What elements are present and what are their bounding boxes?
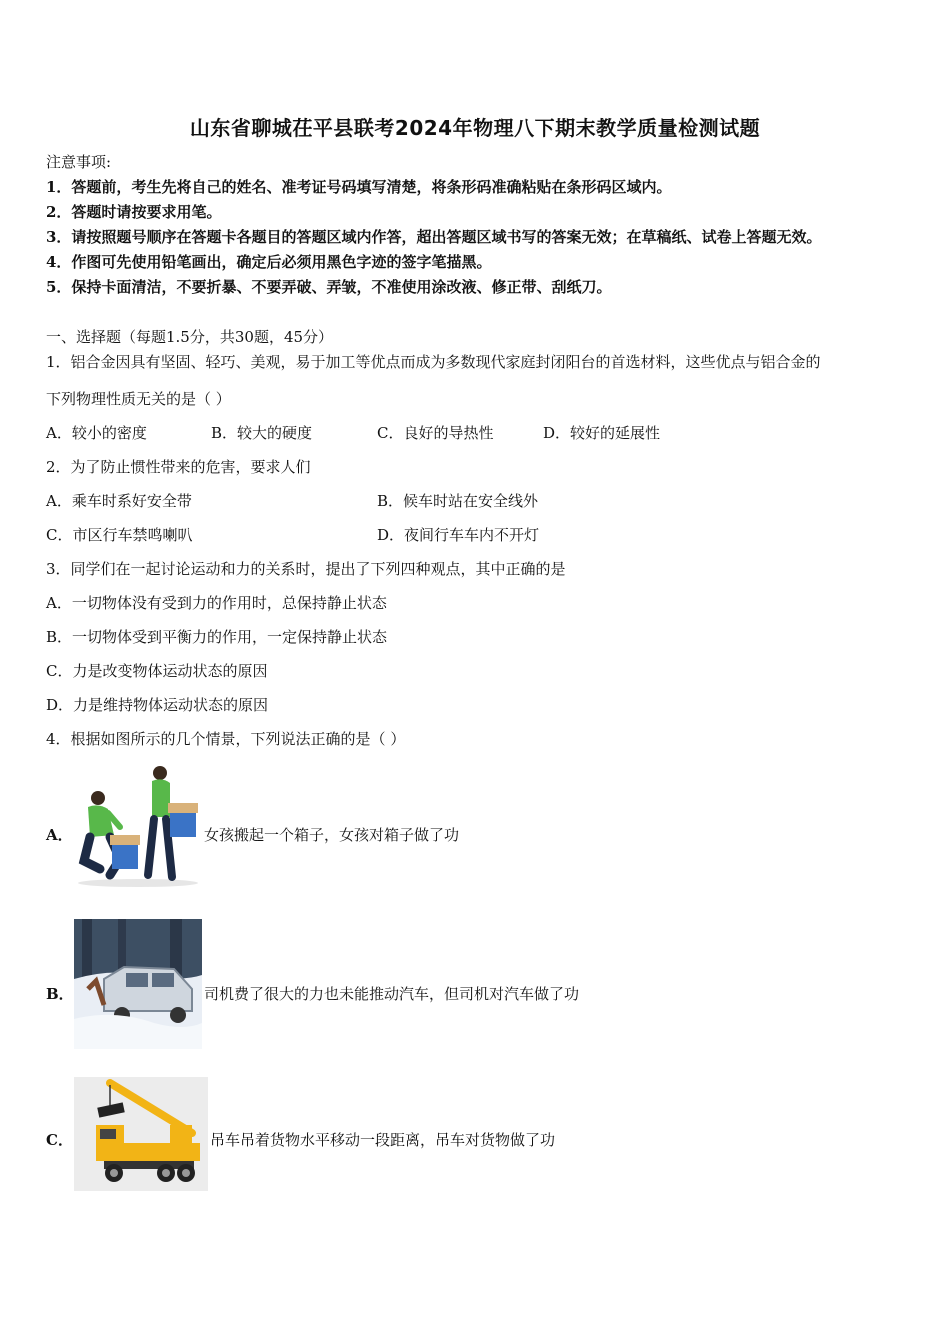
page-title: 山东省聊城茌平县联考2024年物理八下期末教学质量检测试题	[189, 116, 761, 140]
q4-option-c-text: 吊车吊着货物水平移动一段距离，吊车对货物做了功	[210, 1131, 556, 1149]
q2-stem: 2．为了防止惯性带来的危害，要求人们	[46, 458, 311, 476]
q1-option-b: B．较大的硬度	[211, 424, 313, 442]
crane-truck-image	[74, 1077, 208, 1191]
car-in-snow-image	[74, 919, 202, 1049]
q1-stem-line1: 1．铝合金因具有坚固、轻巧、美观，易于加工等优点而成为多数现代家庭封闭阳台的首选材料，这些优点与铝合金的	[46, 353, 821, 371]
notice-item-4: 4．作图可先使用铅笔画出，确定后必须用黑色字迹的签字笔描黑。	[46, 253, 492, 271]
q2-option-d: D．夜间行车车内不开灯	[377, 526, 540, 544]
q3-option-d: D．力是维持物体运动状态的原因	[46, 696, 269, 714]
q4-option-b-text: 司机费了很大的力也未能推动汽车，但司机对汽车做了功	[204, 985, 580, 1003]
notice-item-3: 3．请按照题号顺序在答题卡各题目的答题区域内作答，超出答题区域书写的答案无效；在草稿纸、试卷上答题无效。	[46, 228, 822, 246]
girl-lifting-box-image	[74, 765, 202, 887]
notice-heading: 注意事项:	[46, 153, 112, 171]
q3-option-b: B．一切物体受到平衡力的作用，一定保持静止状态	[46, 628, 388, 646]
q1-stem-line2: 下列物理性质无关的是（ ）	[46, 390, 231, 408]
q1-option-c: C．良好的导热性	[377, 424, 494, 442]
q4-option-a-text: 女孩搬起一个箱子，女孩对箱子做了功	[204, 826, 460, 844]
q2-option-c: C．市区行车禁鸣喇叭	[46, 526, 193, 544]
q2-option-b: B．候车时站在安全线外	[377, 492, 539, 510]
notice-item-1: 1．答题前，考生先将自己的姓名、准考证号码填写清楚，将条形码准确粘贴在条形码区域内。	[46, 178, 672, 196]
q3-option-c: C．力是改变物体运动状态的原因	[46, 662, 268, 680]
notice-item-5: 5．保持卡面清洁，不要折暴、不要弄破、弄皱，不准使用涂改液、修正带、刮纸刀。	[46, 278, 612, 296]
q3-stem: 3．同学们在一起讨论运动和力的关系时，提出了下列四种观点，其中正确的是	[46, 560, 566, 578]
q4-option-a-label: A．	[46, 826, 73, 844]
notice-item-2: 2．答题时请按要求用笔。	[46, 203, 222, 221]
q4-option-c-label: C．	[46, 1131, 73, 1149]
q2-option-a: A．乘车时系好安全带	[46, 492, 192, 510]
q1-option-d: D．较好的延展性	[543, 424, 661, 442]
q4-option-b-label: B．	[46, 985, 74, 1003]
q1-option-a: A．较小的密度	[46, 424, 147, 442]
q4-stem: 4．根据如图所示的几个情景，下列说法正确的是（ ）	[46, 730, 406, 748]
section-heading: 一、选择题（每题1.5分，共30题，45分）	[46, 328, 334, 346]
q3-option-a: A．一切物体没有受到力的作用时，总保持静止状态	[46, 594, 387, 612]
